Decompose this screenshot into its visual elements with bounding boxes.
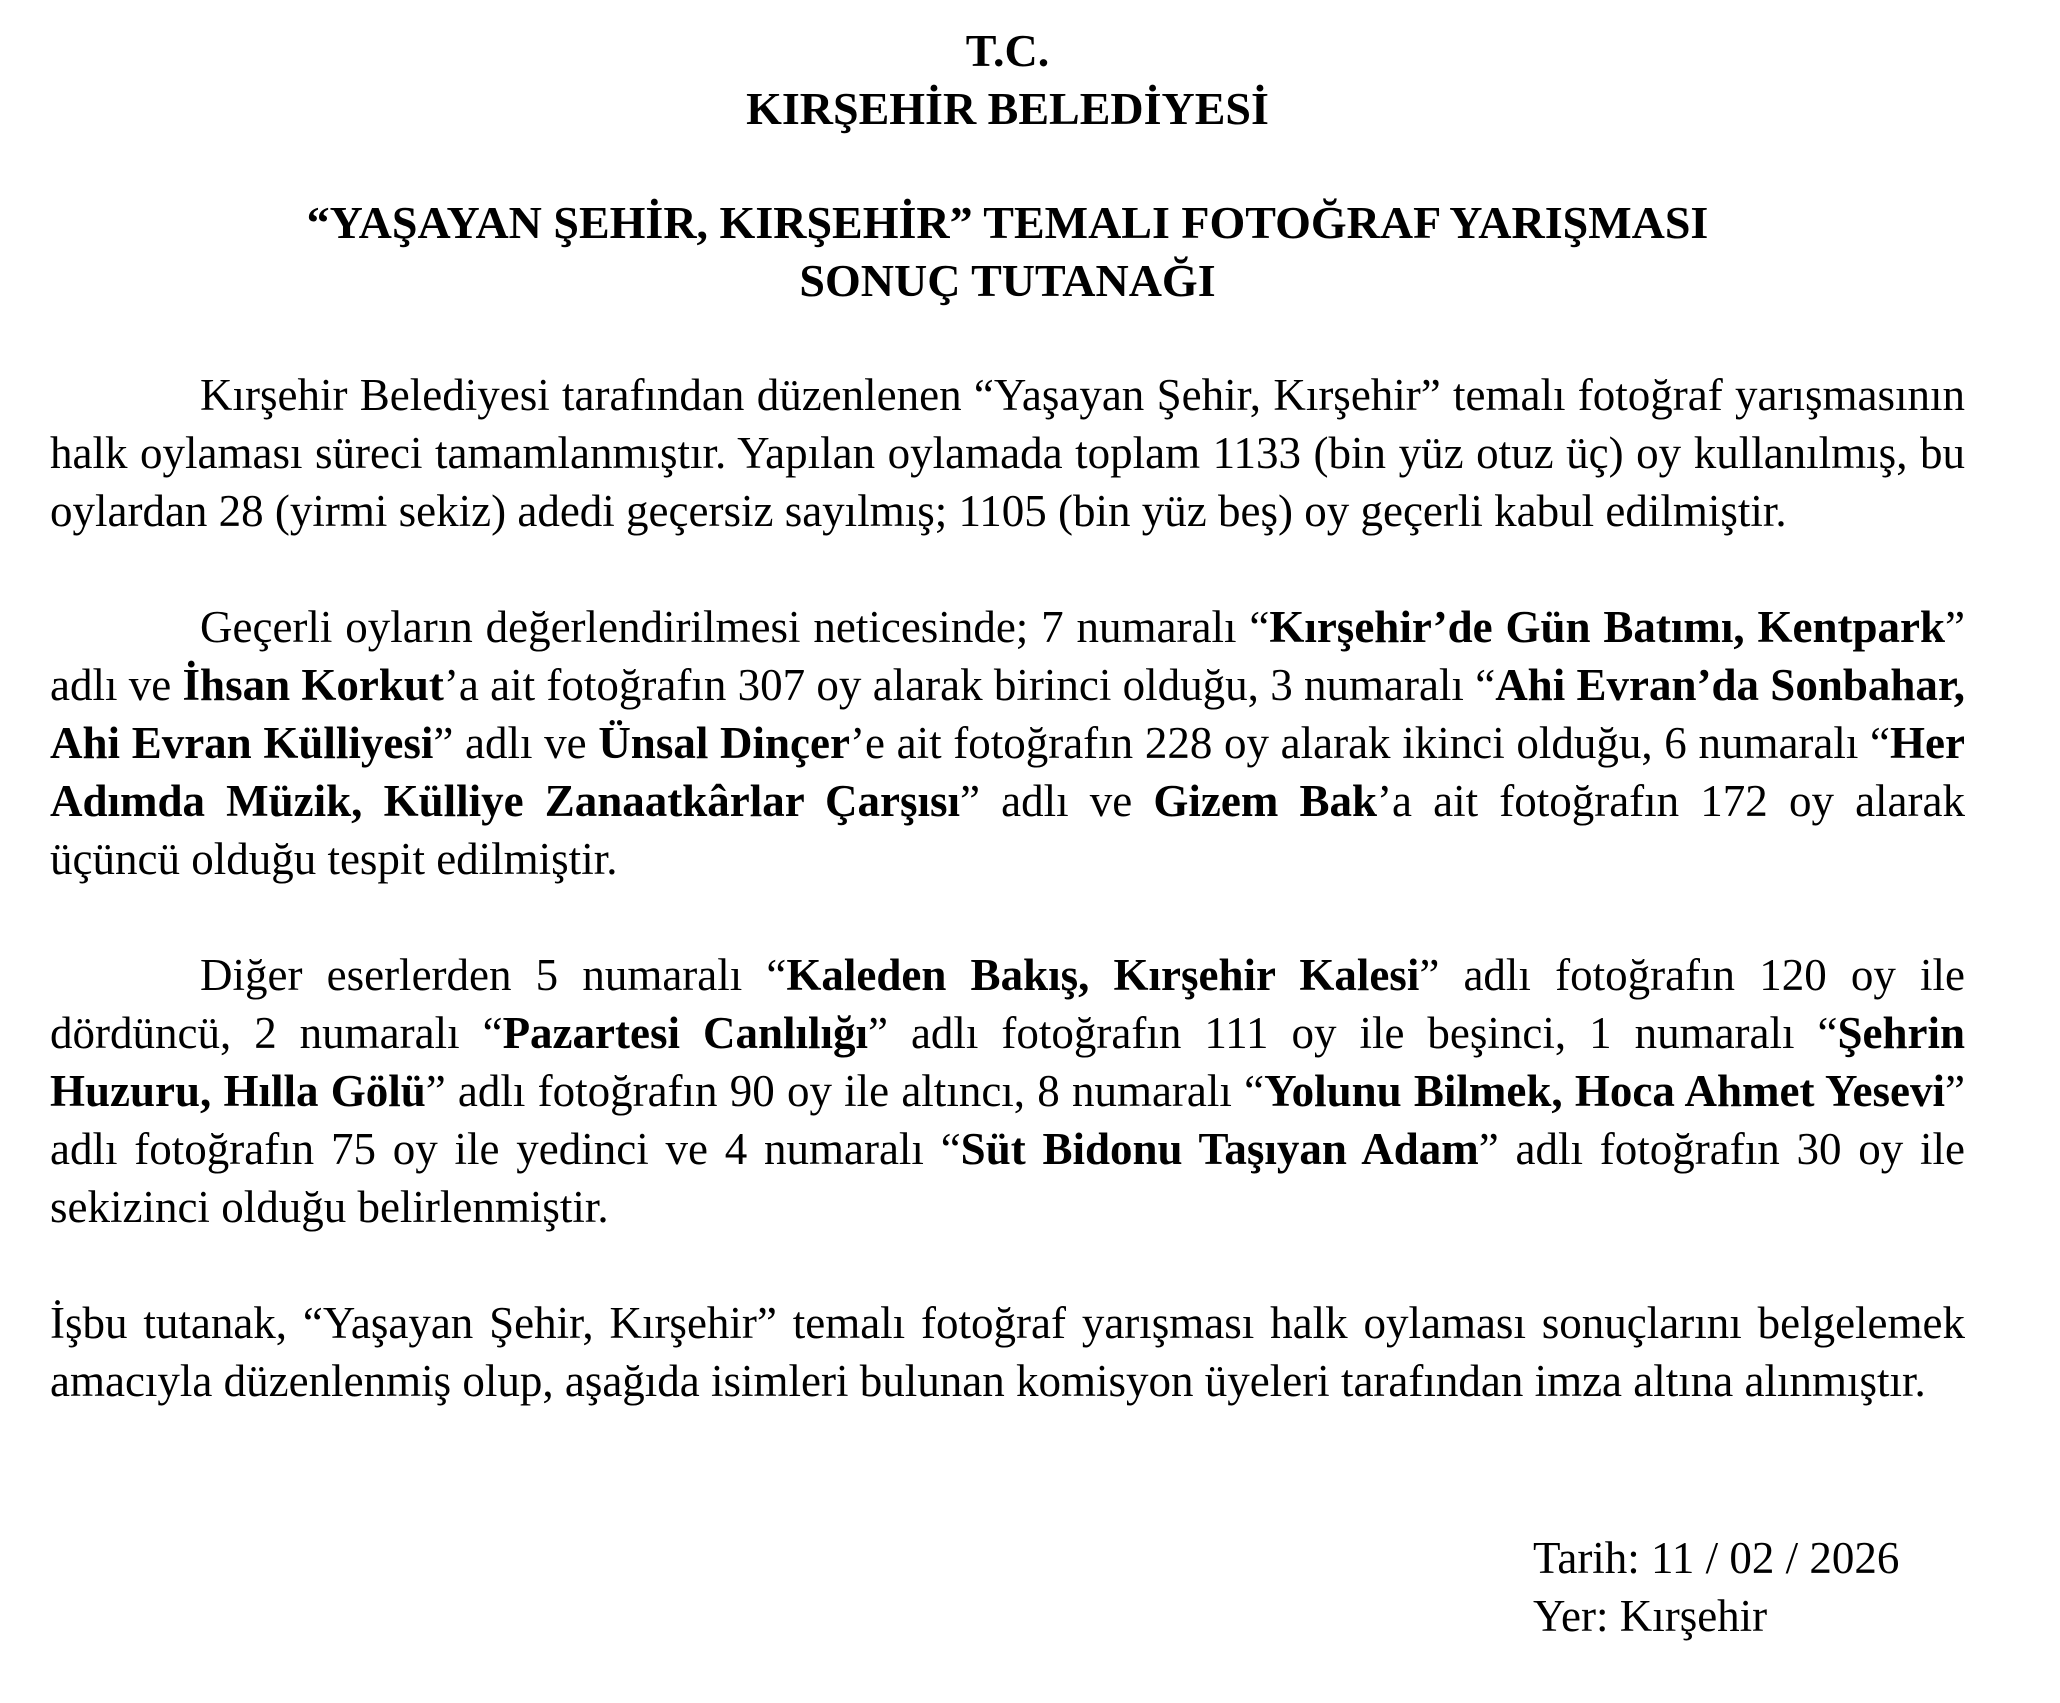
photo-title-eighth: Süt Bidonu Taşıyan Adam [960,1124,1479,1174]
text-segment: ” adlı ve [50,602,1966,710]
header-municipality: KIRŞEHİR BELEDİYESİ [746,83,1269,134]
photo-title-third: Her Adımda Müzik, Külliye Zanaatkârlar Çarşısı [50,718,1965,826]
photographer-third: Gizem Bak [1153,776,1378,826]
text-segment: ” adlı fotoğrafın 75 oy ile yedinci ve 4 numaralı “ [50,1066,1965,1174]
photographer-second: Ünsal Dinçer [598,718,850,768]
document-title: “YAŞAYAN ŞEHİR, KIRŞEHİR” TEMALI FOTOĞRAF YARIŞMASI [306,197,1709,248]
photographer-first: İhsan Korkut [182,660,444,710]
paragraph-top-three [50,598,1965,888]
text-segment: ” adlı fotoğrafın 111 oy ile beşinci, 1 numaralı “ [868,1008,1838,1058]
header-tc: T.C. [965,25,1050,76]
photo-title-sixth: Şehrin Huzuru, Hılla Gölü [50,1008,1965,1116]
text-segment: ” adlı ve [960,776,1154,826]
spacer [50,540,1965,598]
paragraph-closing: İşbu tutanak, “Yaşayan Şehir, Kırşehir” temalı fotoğraf yarışması halk oylaması sonuçlarını belgelemek amacıyla düzenlenmiş olup, aşağıda isimleri bulunan komisyon üyeleri tarafından imza altına alınmıştır. [50,1298,1965,1406]
text-segment: Geçerli oyların değerlendirilmesi neticesinde; 7 numaralı “ [200,602,1270,652]
paragraph-voting-summary: Kırşehir Belediyesi tarafından düzenlenen “Yaşayan Şehir, Kırşehir” temalı fotoğraf yarışmasının halk oylaması süreci tamamlanmıştır. Yapılan oylamada toplam 1133 (bin yüz otuz üç) oy kullanılmış, bu oylardan 28 (yirmi sekiz) adedi geçersiz sayılmış; 1105 (bin yüz beş) oy geçerli kabul edilmiştir. [50,370,1965,536]
spacer [50,888,1965,946]
photo-title-fifth: Pazartesi Canlılığı [502,1008,868,1058]
date-line: Tarih: 11 / 02 / 2026 [1533,1533,1900,1583]
text-segment: ’a ait fotoğrafın 172 oy alarak üçüncü olduğu tespit edilmiştir. [50,776,1965,884]
spacer [50,310,1965,366]
photo-title-first: Kırşehir’de Gün Batımı, Kentpark [1269,602,1946,652]
spacer [50,1236,1965,1294]
text-segment: ’e ait fotoğrafın 228 oy alarak ikinci olduğu, 6 numaralı “ [849,718,1891,768]
document-subtitle: SONUÇ TUTANAĞI [799,255,1216,306]
text-segment: ” adlı fotoğrafın 30 oy ile sekizinci olduğu belirlenmiştir. [50,1124,1965,1232]
text-segment: ” adlı ve [433,718,599,768]
text-segment: ” adlı fotoğrafın 90 oy ile altıncı, 8 numaralı “ [425,1066,1265,1116]
text-segment: ” adlı fotoğrafın 120 oy ile dördüncü, 2 numaralı “ [50,950,1965,1058]
document-body [50,22,1965,1410]
text-segment: ’a ait fotoğrafın 307 oy alarak birinci olduğu, 3 numaralı “ [443,660,1496,710]
text-segment: Diğer eserlerden 5 numaralı “ [200,950,787,1000]
photo-title-fourth: Kaleden Bakış, Kırşehir Kalesi [786,950,1420,1000]
photo-title-seventh: Yolunu Bilmek, Hoca Ahmet Yesevi [1264,1066,1946,1116]
spacer [50,138,1965,194]
photo-title-second: Ahi Evran’da Sonbahar, Ahi Evran Külliyesi [50,660,1966,768]
paragraph-other-rankings [50,946,1965,1236]
place-line: Yer: Kırşehir [1533,1591,1768,1641]
